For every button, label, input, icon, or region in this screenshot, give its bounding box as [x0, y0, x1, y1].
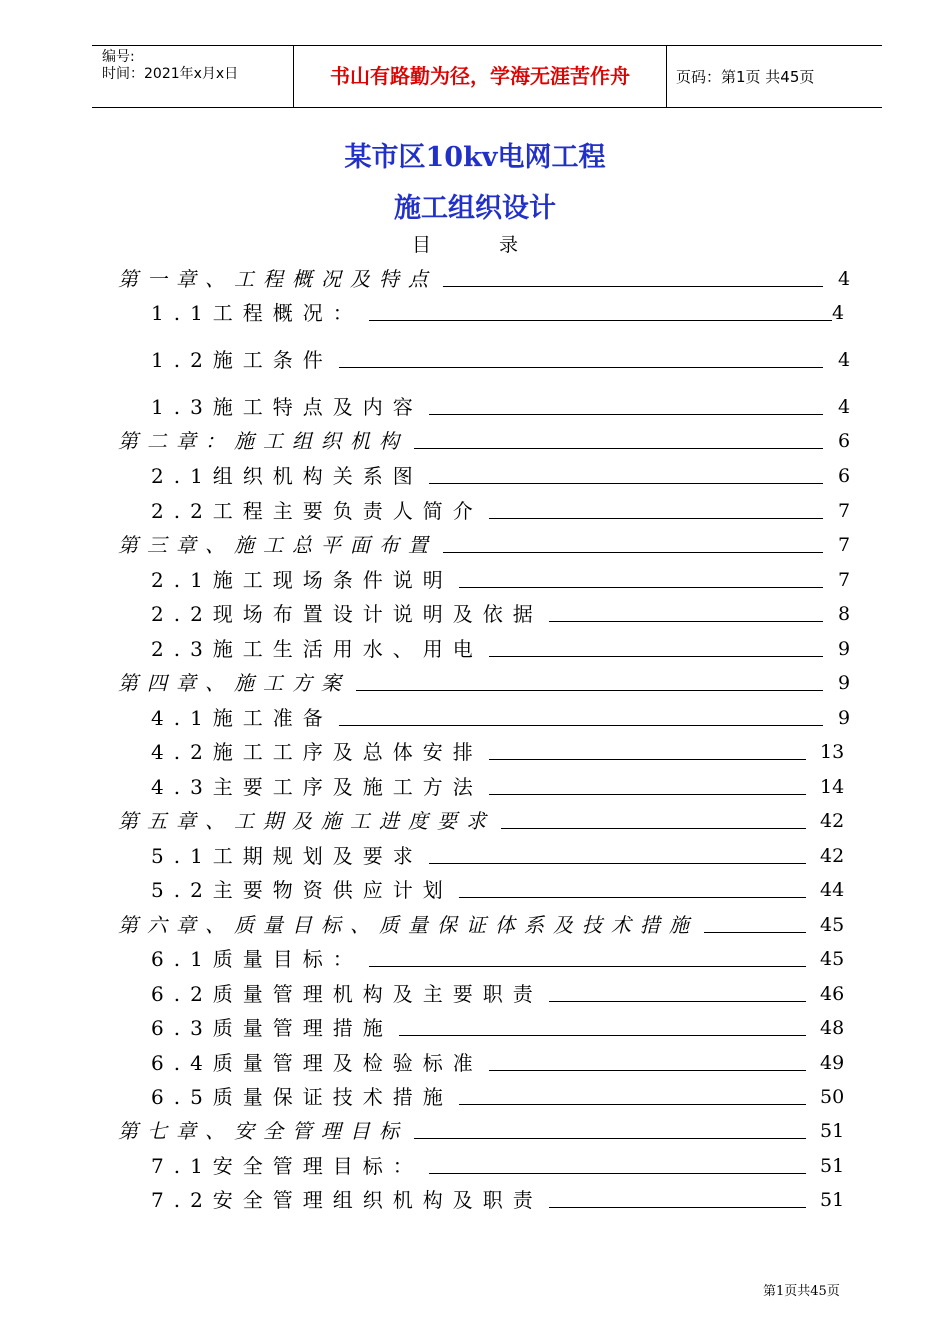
toc-section-entry[interactable] [151, 770, 880, 804]
toc-entry-label: 2.3施工生活用水、用电 [151, 637, 483, 661]
motto: 书山有路勤为径，学海无涯苦作舟 [330, 64, 630, 88]
toc-entry-label: 第五章、工期及施工进度要求 [118, 809, 495, 833]
toc-section-entry[interactable] [151, 701, 880, 735]
toc-entry-label: 2.2工程主要负责人简介 [151, 499, 483, 523]
page-footer: 第1页共45页 [763, 1284, 840, 1299]
toc-entry-label: 第七章、安全管理目标 [118, 1119, 408, 1143]
toc-page-number: 42 [820, 810, 845, 832]
header-motto-cell [293, 46, 667, 107]
toc-page-number: 44 [820, 879, 845, 901]
toc-leader-line [459, 587, 823, 588]
toc-entry-label: 4.3主要工序及施工方法 [151, 775, 483, 799]
toc-leader-line [339, 367, 823, 368]
toc-leader-line [356, 690, 823, 691]
toc-entry-label: 6.4质量管理及检验标准 [151, 1051, 483, 1075]
toc-page-number: 4 [832, 302, 845, 324]
toc-entry-label: 1.3施工特点及内容 [151, 395, 423, 419]
toc-leader-line [459, 897, 806, 898]
toc-entry-label: 2.1组织机构关系图 [151, 464, 423, 488]
header-page-cell [666, 46, 882, 107]
toc-leader-line [549, 621, 823, 622]
toc-page-number: 13 [820, 741, 845, 763]
toc-leader-line [489, 759, 806, 760]
toc-leader-line [369, 966, 806, 967]
header-meta-cell [92, 46, 293, 107]
toc-entry-label: 第二章：施工组织机构 [118, 429, 408, 453]
toc-entry-label: 2.1施工现场条件说明 [151, 568, 453, 592]
toc-leader-line [549, 1001, 806, 1002]
toc-leader-line [549, 1207, 806, 1208]
toc-section-entry[interactable] [151, 343, 880, 377]
toc-section-entry[interactable] [151, 390, 880, 424]
toc-leader-line [339, 725, 823, 726]
toc-leader-line [704, 932, 806, 933]
toc-leader-line [414, 1138, 806, 1139]
toc-section-entry[interactable] [151, 1080, 880, 1114]
toc-section-entry[interactable] [151, 735, 880, 769]
toc-page-number: 6 [838, 430, 851, 452]
toc-section-entry[interactable] [151, 1046, 880, 1080]
toc-page-number: 51 [820, 1120, 845, 1142]
number-label: 编号: [102, 49, 135, 65]
toc-section-entry[interactable] [151, 597, 880, 631]
toc-page-number: 45 [820, 948, 845, 970]
toc-chapter-entry[interactable] [118, 908, 880, 942]
toc-entry-label: 第一章、工程概况及特点 [118, 267, 437, 291]
toc-leader-line [414, 448, 823, 449]
header-table [92, 45, 882, 108]
toc-entry-label: 7.1安全管理目标： [151, 1154, 423, 1178]
toc-leader-line [369, 320, 832, 321]
toc-entry-label: 6.5质量保证技术措施 [151, 1085, 453, 1109]
toc-leader-line [489, 656, 823, 657]
toc-entry-label: 4.1施工准备 [151, 706, 333, 730]
toc-page-number: 9 [838, 707, 851, 729]
toc-heading: 目录 [411, 234, 586, 256]
toc-chapter-entry[interactable] [118, 262, 880, 296]
toc-leader-line [443, 286, 823, 287]
toc-page-number: 50 [820, 1086, 845, 1108]
toc-chapter-entry[interactable] [118, 528, 880, 562]
toc-section-entry[interactable] [151, 942, 880, 976]
toc-page-number: 42 [820, 845, 845, 867]
document-title: 某市区10kv电网工程 [344, 142, 606, 173]
toc-entry-label: 4.2施工工序及总体安排 [151, 740, 483, 764]
toc-leader-line [429, 483, 823, 484]
toc-page-number: 9 [838, 638, 851, 660]
toc-entry-label: 5.1工期规划及要求 [151, 844, 423, 868]
toc-leader-line [501, 828, 806, 829]
toc-leader-line [429, 414, 823, 415]
toc-page-number: 48 [820, 1017, 845, 1039]
toc-chapter-entry[interactable] [118, 666, 880, 700]
toc-leader-line [489, 794, 806, 795]
toc-section-entry[interactable] [151, 1183, 880, 1217]
toc-section-entry[interactable] [151, 977, 880, 1011]
toc-chapter-entry[interactable] [118, 1114, 880, 1148]
toc-section-entry[interactable] [151, 873, 880, 907]
toc-page-number: 7 [838, 569, 851, 591]
toc-entry-label: 6.2质量管理机构及主要职责 [151, 982, 543, 1006]
toc-page-number: 7 [838, 534, 851, 556]
toc-page-number: 14 [820, 776, 845, 798]
toc-section-entry[interactable] [151, 494, 880, 528]
toc-leader-line [459, 1104, 806, 1105]
toc-page-number: 9 [838, 672, 851, 694]
document-subtitle: 施工组织设计 [394, 193, 556, 224]
toc-entry-label: 7.2安全管理组织机构及职责 [151, 1188, 543, 1212]
toc-page-number: 45 [820, 914, 845, 936]
toc-section-entry[interactable] [151, 632, 880, 666]
toc-entry-label: 5.2主要物资供应计划 [151, 878, 453, 902]
toc-section-entry[interactable] [151, 563, 880, 597]
toc-page-number: 7 [838, 500, 851, 522]
toc-leader-line [489, 1070, 806, 1071]
toc-entry-label: 第三章、施工总平面布置 [118, 533, 437, 557]
toc-entry-label: 第六章、质量目标、质量保证体系及技术措施 [118, 913, 698, 937]
toc-chapter-entry[interactable] [118, 424, 880, 458]
toc-entry-label: 2.2现场布置设计说明及依据 [151, 602, 543, 626]
toc-chapter-entry[interactable] [118, 804, 880, 838]
toc-page-number: 6 [838, 465, 851, 487]
toc-entry-label: 6.1质量目标： [151, 947, 363, 971]
toc-page-number: 4 [838, 268, 851, 290]
toc-page-number: 51 [820, 1189, 845, 1211]
toc-entry-label: 1.1工程概况： [151, 301, 363, 325]
toc-page-number: 4 [838, 349, 851, 371]
toc-page-number: 8 [838, 603, 851, 625]
toc-section-entry[interactable] [151, 459, 880, 493]
toc-page-number: 4 [838, 396, 851, 418]
toc-leader-line [443, 552, 823, 553]
toc-entry-label: 6.3质量管理措施 [151, 1016, 393, 1040]
page-code: 页码：第1页 共45页 [676, 68, 815, 86]
toc-entry-label: 1.2施工条件 [151, 348, 333, 372]
toc-page-number: 46 [820, 983, 845, 1005]
time-label: 时间：2021年x月x日 [102, 66, 239, 82]
toc-leader-line [489, 518, 823, 519]
toc-leader-line [429, 863, 806, 864]
toc-section-entry[interactable] [151, 1011, 880, 1045]
toc-leader-line [429, 1173, 806, 1174]
toc-section-entry[interactable] [151, 839, 880, 873]
toc-section-entry[interactable] [151, 296, 880, 330]
toc-page-number: 51 [820, 1155, 845, 1177]
toc-section-entry[interactable] [151, 1149, 880, 1183]
toc-page-number: 49 [820, 1052, 845, 1074]
toc-leader-line [399, 1035, 806, 1036]
toc-entry-label: 第四章、施工方案 [118, 671, 350, 695]
